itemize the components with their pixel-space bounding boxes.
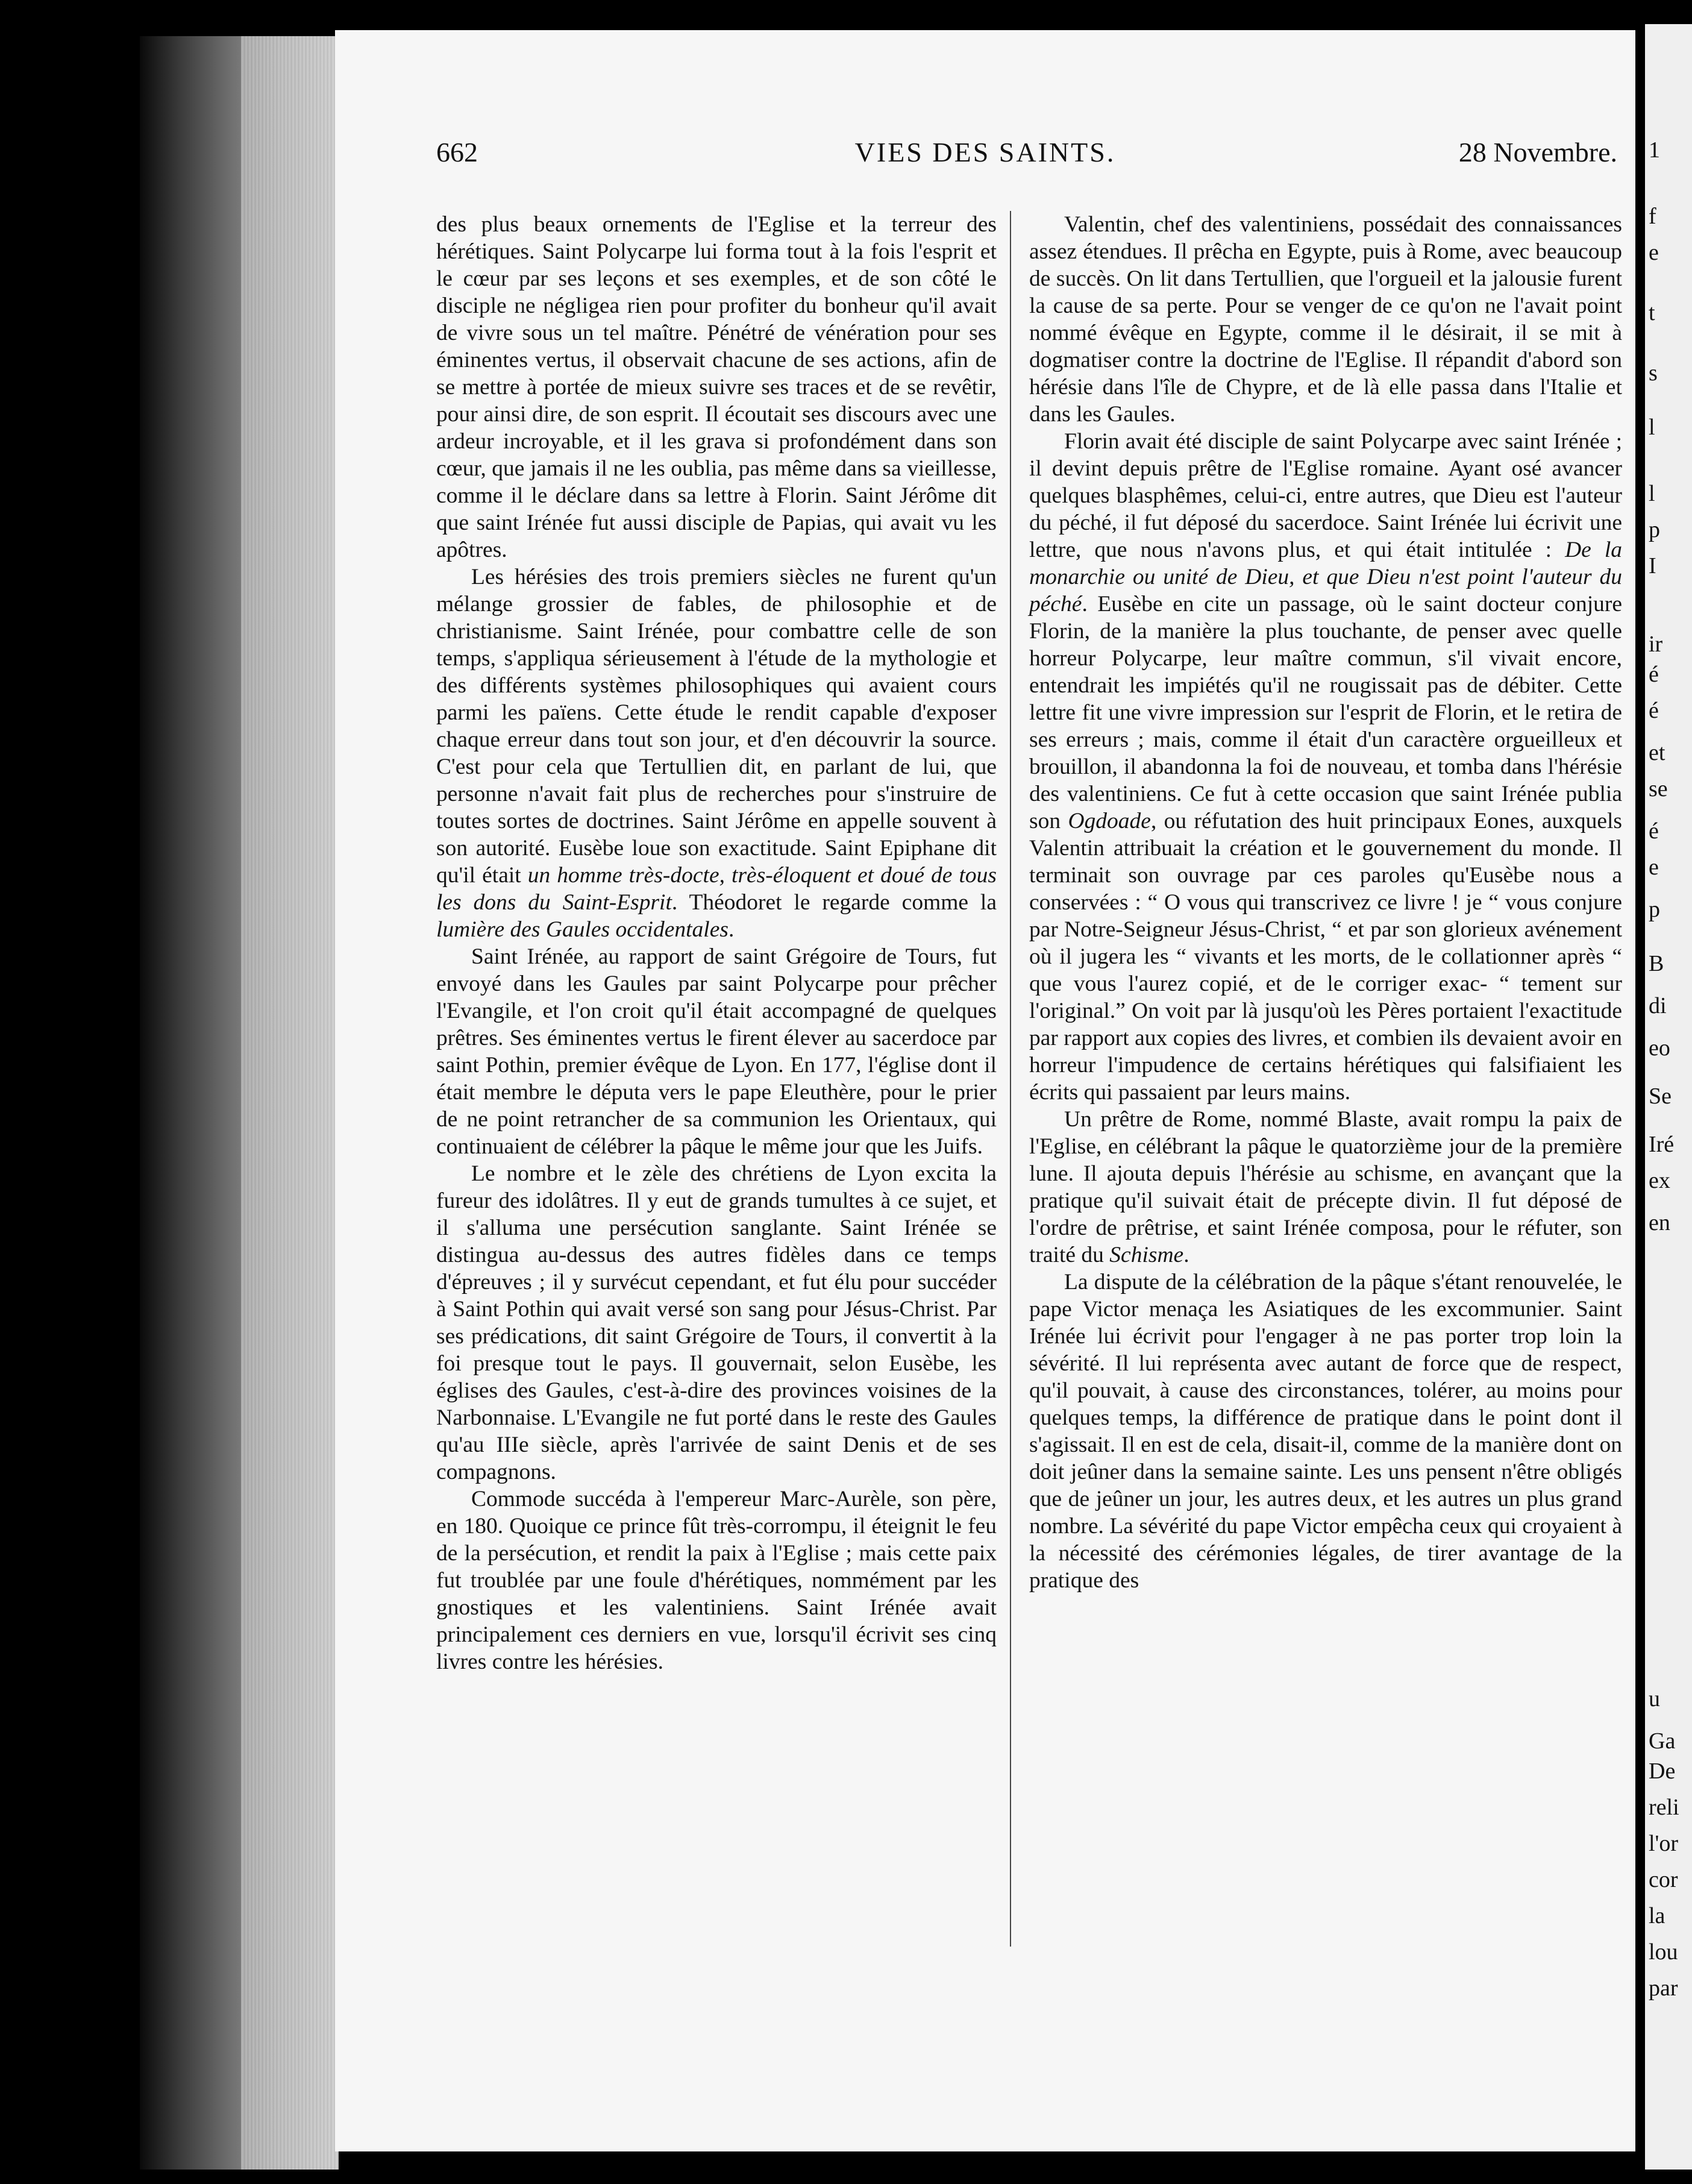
fragment-text: Ga: [1649, 1728, 1676, 1754]
fragment-text: s: [1649, 360, 1658, 386]
text-run: des plus beaux ornements de l'Eglise et la terreur des hérétiques. Saint Polycarpe lui forma tout à la fois l'esprit et le cœur par ses leçons et ses exemples, et de son côté le disciple ne négligea rien pour profiter du bonheur qu'il avait de vivre sous un tel maître. Pénétré de vénération pour ses éminentes vertus, il observait chacune de ses actions, afin de se mettre à portée de mieux suivre ses traces et de se revêtir, pour ainsi dire, de son esprit. Il écoutait ses discours avec une ardeur incroyable, et il les grava si profondément dans son cœur, que jamais il ne les oublia, pas même dans sa vieillesse, comme il le déclare dans sa lettre à Florin. Saint Jérôme dit que saint Irénée fut aussi disciple de Papias, qui avait vu les apôtres.: [436, 212, 997, 562]
fragment-text: Se: [1649, 1084, 1672, 1109]
fragment-text: é: [1649, 698, 1659, 723]
header-date: 28 Novembre.: [1458, 137, 1617, 168]
text-run: La dispute de la célébration de la pâque s'étant renouvelée, le pape Victor menaça les Asiatiques de les excommunier. Saint Irénée lui écrivit pour l'engager à ne pas porter trop loin la sévérité. Il lui représenta avec autant de force que de respect, qu'il pouvait, à cause des circonstances, tolérer, au moins pour quelques temps, la différence de pratique dans le point dont il s'agissait. Il en est de cela, disait-il, comme de la manière dont on doit jeûner dans la semaine sainte. Les uns pensent n'être obligés que de jeûner un jour, les autres deux, et les autres un plus grand nombre. La sévérité du pape Victor empêcha ceux qui croyaient à la nécessité des cérémonies légales, de tirer avantage de la pratique des: [1029, 1270, 1622, 1593]
fragment-text: Iré: [1649, 1132, 1675, 1157]
fragment-text: De: [1649, 1759, 1676, 1784]
fragment-text: ir: [1649, 632, 1663, 657]
fragment-text: é: [1649, 818, 1659, 844]
fragment-text: p: [1649, 897, 1660, 922]
text-run: , ou réfutation des huit principaux Eones, auxquels Valentin attribuait la création et le gouvernement du monde. Il terminait son ouvrage par ces paroles qu'Eusèbe nous a conservées : “ O vous qui transcrivez ce livre ! je “ vous conjure par Notre-Seigneur Jésus-Christ, “ et par son glorieux avénement où il jugera les “ vivants et les morts, de le collationner après “ que vous l'aurez copié, et de le corriger exac- “ tement sur l'original.” On voit par là jusqu'où les Pères portaient l'exactitude par rapport aux copies des livres, et combien ils devaient avoir en horreur l'impudence de certains hérétiques qui falsifiaient les écrits qui passaient par leurs mains.: [1029, 809, 1623, 1105]
fragment-text: se: [1649, 776, 1668, 802]
right-text-column: [1029, 211, 1622, 1594]
fragment-text: I: [1649, 553, 1656, 579]
book-page: [335, 30, 1635, 2151]
fragment-text: e: [1649, 855, 1659, 880]
fragment-text: eo: [1649, 1035, 1670, 1061]
fragment-text: p: [1649, 517, 1660, 542]
paragraph: [1029, 428, 1622, 1106]
paragraph: [436, 1486, 997, 1675]
text-run: Valentin, chef des valentiniens, possédait des connaissances assez étendues. Il prêcha en Egypte, puis à Rome, avec beaucoup de succès. On lit dans Tertullien, que l'orgueil et la jalousie furent la cause de sa perte. Pour se venger de ce qu'on ne l'avait point nommé évêque en Egypte, comme il le désirait, il se mit à dogmatiser contre la doctrine de l'Eglise. Il répandit d'abord son hérésie dans l'île de Chypre, et de là elle passa dans l'Italie et dans les Gaules.: [1029, 212, 1622, 427]
text-run: .: [1183, 1243, 1189, 1267]
text-run: . Théodoret le regarde comme la: [671, 890, 997, 915]
page-number: 662: [436, 137, 478, 168]
fragment-text: ex: [1649, 1168, 1670, 1193]
text-run: Saint Irénée, au rapport de saint Grégoire de Tours, fut envoyé dans les Gaules par saint Polycarpe pour prêcher l'Evangile, et l'on croit qu'il était accompagné de quelques prêtres. Ses éminentes vertus le firent élever au sacerdoce par saint Pothin, premier évêque de Lyon. En 177, l'église dont il était membre le députa vers le pape Eleuthère, pour le prier de ne point retrancher de sa communion les Orientaux, qui continuaient de célébrer la pâque le même jour que les Juifs.: [436, 944, 997, 1159]
fragment-text: é: [1649, 662, 1659, 687]
fragment-text: B: [1649, 951, 1664, 976]
fragment-text: et: [1649, 740, 1665, 765]
fragment-text: u: [1649, 1686, 1660, 1712]
fragment-text: cor: [1649, 1867, 1678, 1892]
paragraph: [436, 211, 997, 563]
paragraph: [1029, 211, 1622, 428]
paragraph: [436, 943, 997, 1160]
italic-text: Schisme: [1109, 1243, 1184, 1267]
text-run: Le nombre et le zèle des chrétiens de Lyon excita la fureur des idolâtres. Il y eut de grands tumultes à ce sujet, et il s'alluma une persécution sanglante. Saint Irénée se distingua au-dessus des autres fidèles dans ce temps d'épreuves ; il y survécut cependant, et fut élu pour succéder à Saint Pothin qui avait versé son sang pour Jésus-Christ. Par ses prédications, dit saint Grégoire de Tours, il convertit à la foi presque tout le pays. Il gouvernait, selon Eusèbe, les églises des Gaules, c'est-à-dire des provinces voisines de la Narbonnaise. L'Evangile ne fut porté dans le reste des Gaules qu'au IIIe siècle, après l'arrivée de saint Denis et de ses compagnons.: [436, 1161, 997, 1484]
fragment-text: en: [1649, 1210, 1670, 1235]
column-divider: [1010, 211, 1011, 1947]
paragraph: [1029, 1269, 1622, 1594]
fragment-text: e: [1649, 240, 1659, 265]
fragment-text: l: [1649, 481, 1655, 506]
fragment-text: lou: [1649, 1939, 1678, 1965]
text-run: Les hérésies des trois premiers siècles ne furent qu'un mélange grossier de fables, de philosophie et de christianisme. Saint Irénée, pour combattre celle de son temps, s'appliqua sérieusement à l'étude de la mythologie et des différents systèmes philosophiques qui avaient cours parmi les païens. Cette étude le rendit capable d'exposer chaque erreur dans tout son jour, et d'en découvrir la source. C'est pour cela que Tertullien dit, en parlant de lui, que personne n'avait fait plus de recherches pour s'instruire de toutes sortes de doctrines. Saint Jérôme en appelle souvent à son autorité. Eusèbe loue son exactitude. Saint Epiphane dit qu'il était: [436, 565, 997, 888]
adjacent-page-fragment: [1645, 24, 1692, 2170]
text-run: Un prêtre de Rome, nommé Blaste, avait rompu la paix de l'Eglise, en célébrant la pâque le quatorzième jour de la première lune. Il ajouta depuis l'hérésie au schisme, en avançant que la pratique qu'il suivait était de précepte divin. Il fut déposé de l'ordre de prêtrise, et saint Irénée composa, pour le réfuter, son traité du: [1029, 1107, 1622, 1267]
fragment-text: f: [1649, 204, 1656, 229]
paragraph: [436, 1160, 997, 1486]
fragment-text: 1: [1649, 137, 1660, 163]
text-run: Florin avait été disciple de saint Polycarpe avec saint Irénée ; il devint depuis prêtre de l'Eglise romaine. Ayant osé avancer quelques blasphêmes, celui-ci, entre autres, que Dieu est l'auteur du péché, il fut déposé du sacerdoce. Saint Irénée lui écrivit une lettre, que nous n'avons plus, et qui était intitulée :: [1029, 429, 1622, 562]
text-run: .: [728, 917, 735, 942]
italic-text: lumière des Gaules occidentales: [436, 917, 728, 942]
paragraph: [436, 563, 997, 943]
running-header: [335, 136, 1635, 184]
italic-text: De la monarchie ou unité de Dieu, et que Dieu n'est point l'auteur du péché: [1029, 538, 1622, 617]
text-run: . Eusèbe en cite un passage, où le saint docteur conjure Florin, de la manière la plus touchante, de penser avec quelle horreur Polycarpe, leur maître commun, s'il vivait encore, entendrait les impiétés qu'il ne rougissait pas de débiter. Cette lettre fit une vivre impression sur l'esprit de Florin, et le retira de ses erreurs ; mais, comme il était d'un caractère orgueilleux et brouillon, il abandonna la foi de nouveau, et tomba dans l'hérésie des valentiniens. Ce fut à cette occasion que saint Irénée publia son: [1029, 592, 1622, 833]
italic-text: un homme très-docte, très-éloquent et doué de tous les dons du Saint-Esprit: [436, 863, 997, 915]
fragment-text: la: [1649, 1903, 1665, 1928]
fragment-text: di: [1649, 993, 1667, 1018]
fragment-text: t: [1649, 300, 1655, 325]
running-title: VIES DES SAINTS.: [854, 137, 1116, 168]
fragment-text: reli: [1649, 1795, 1679, 1820]
fragment-text: par: [1649, 1975, 1678, 2001]
fragment-text: l'or: [1649, 1831, 1679, 1856]
text-run: Commode succéda à l'empereur Marc-Aurèle, son père, en 180. Quoique ce prince fût très-corrompu, il éteignit le feu de la persécution, et rendit la paix à l'Eglise ; mais cette paix fut troublée par une foule d'hérétiques, nommément par les gnostiques et les valentiniens. Saint Irénée avait principalement ces derniers en vue, lorsqu'il écrivit ses cinq livres contre les hérésies.: [436, 1487, 997, 1674]
paragraph: [1029, 1106, 1622, 1269]
fragment-text: l: [1649, 415, 1655, 440]
left-text-column: [436, 211, 997, 1675]
page-edges: [241, 36, 337, 2170]
italic-text: Ogdoade: [1068, 809, 1151, 833]
